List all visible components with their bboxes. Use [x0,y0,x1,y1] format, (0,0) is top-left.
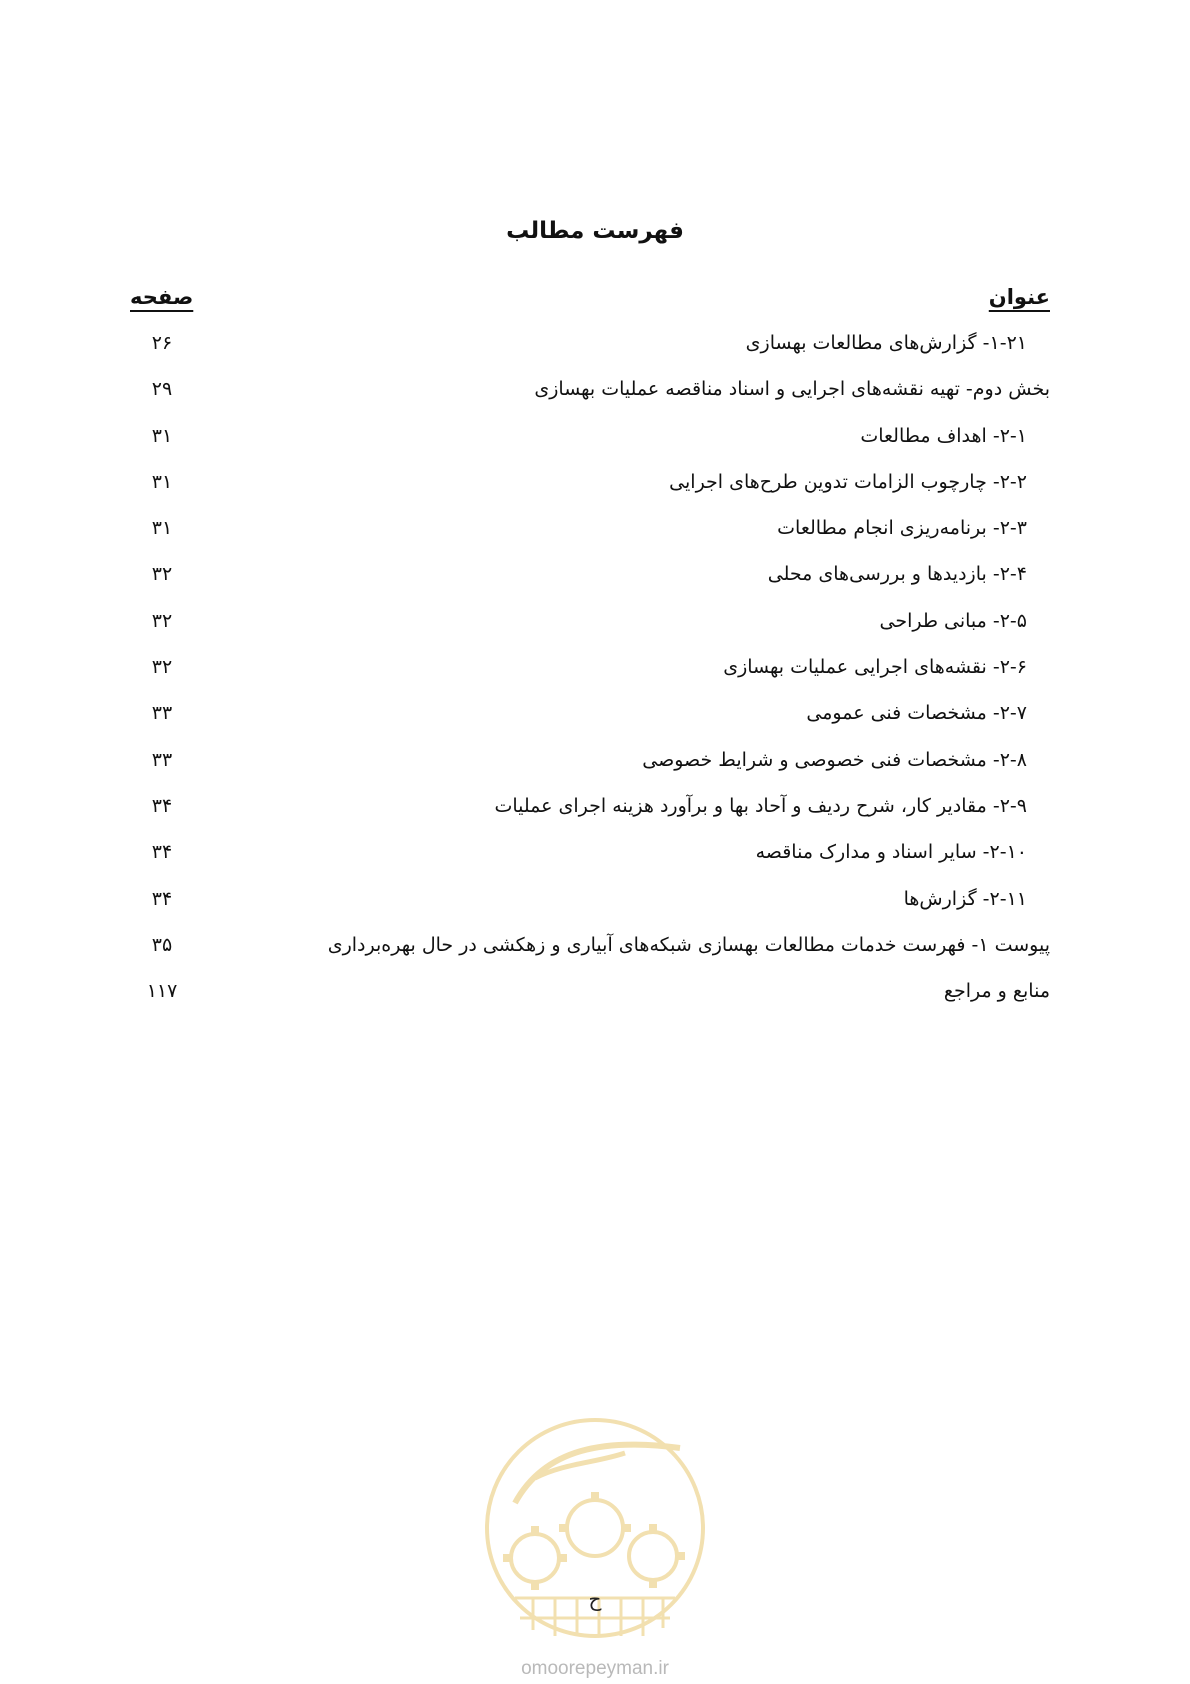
toc-entry [130,926,1050,972]
toc-entry-title: بخش دوم- تهیه نقشه‌های اجرایی و اسناد مناقصه عملیات بهسازی [534,378,1050,401]
toc-entry-page: ۳۴ [151,841,173,864]
watermark-logo [475,1408,715,1678]
toc-entry-page: ۱۱۷ [146,980,178,1003]
toc-entry [130,370,1050,416]
toc-entry-page: ۳۴ [151,794,173,817]
toc-entry [130,787,1050,833]
toc-entry [130,509,1050,555]
toc-entry-title: پیوست ۱- فهرست خدمات مطالعات بهسازی شبکه‌های آبیاری و زهکشی در حال بهره‌برداری [327,933,1050,956]
toc-entry [130,463,1050,509]
toc-entry [130,555,1050,601]
toc-entry-page: ۲۶ [151,332,173,354]
toc-entry-title: ۲-۲- چارچوب الزامات تدوین طرح‌های اجرایی [669,470,1027,493]
toc-entry-page: ۳۱ [151,424,173,447]
toc-entry-title: ۲-۱۱- گزارش‌ها [903,887,1027,910]
toc-entry-page: ۳۱ [151,517,173,540]
toc-entry-title: ۱-۲۱- گزارش‌های مطالعات بهسازی [745,332,1027,354]
toc-entry [130,417,1050,463]
toc-entry [130,602,1050,648]
toc-entry-page: ۳۱ [151,470,173,493]
toc-entry-page: ۳۲ [151,656,173,679]
toc-entry-page: ۳۳ [151,702,173,725]
toc-entry-page: ۳۵ [151,933,173,956]
toc-entry-page: ۳۲ [151,609,173,632]
toc-entry [130,741,1050,787]
page-number: ح [588,1587,602,1611]
toc-entry [130,324,1050,370]
toc-entry-page: ۲۹ [151,378,173,401]
table-of-contents [130,324,1050,1018]
toc-entry-title: ۲-۸- مشخصات فنی خصوصی و شرایط خصوصی [642,748,1027,771]
toc-entry [130,880,1050,926]
toc-entry-page: ۳۲ [151,563,173,586]
toc-entry-title: ۲-۶- نقشه‌های اجرایی عملیات بهسازی [723,656,1027,679]
toc-entry [130,972,1050,1018]
watermark-url: omoorepeyman.ir [521,1658,669,1679]
toc-entry-page: ۳۴ [151,887,173,910]
toc-entry-title: ۲-۹- مقادیر کار، شرح ردیف و آحاد بها و برآورد هزینه اجرای عملیات [494,794,1027,817]
toc-entry-title: ۲-۵- مبانی طراحی [879,609,1027,632]
toc-entry [130,648,1050,694]
toc-entry [130,694,1050,740]
toc-entry-title: منابع و مراجع [943,980,1050,1003]
toc-entry-title: ۲-۷- مشخصات فنی عمومی [806,702,1027,725]
header-page-column: صفحه [130,285,194,309]
page-title: فهرست مطالب [506,218,684,244]
toc-entry-page: ۳۳ [151,748,173,771]
toc-entry-title: ۲-۴- بازدیدها و بررسی‌های محلی [767,563,1027,586]
toc-entry-title: ۲-۱- اهداف مطالعات [860,424,1027,447]
header-title-column: عنوان [988,285,1050,309]
toc-entry-title: ۲-۳- برنامه‌ریزی انجام مطالعات [777,517,1027,540]
toc-entry-title: ۲-۱۰- سایر اسناد و مدارک مناقصه [755,841,1027,864]
toc-entry [130,833,1050,879]
